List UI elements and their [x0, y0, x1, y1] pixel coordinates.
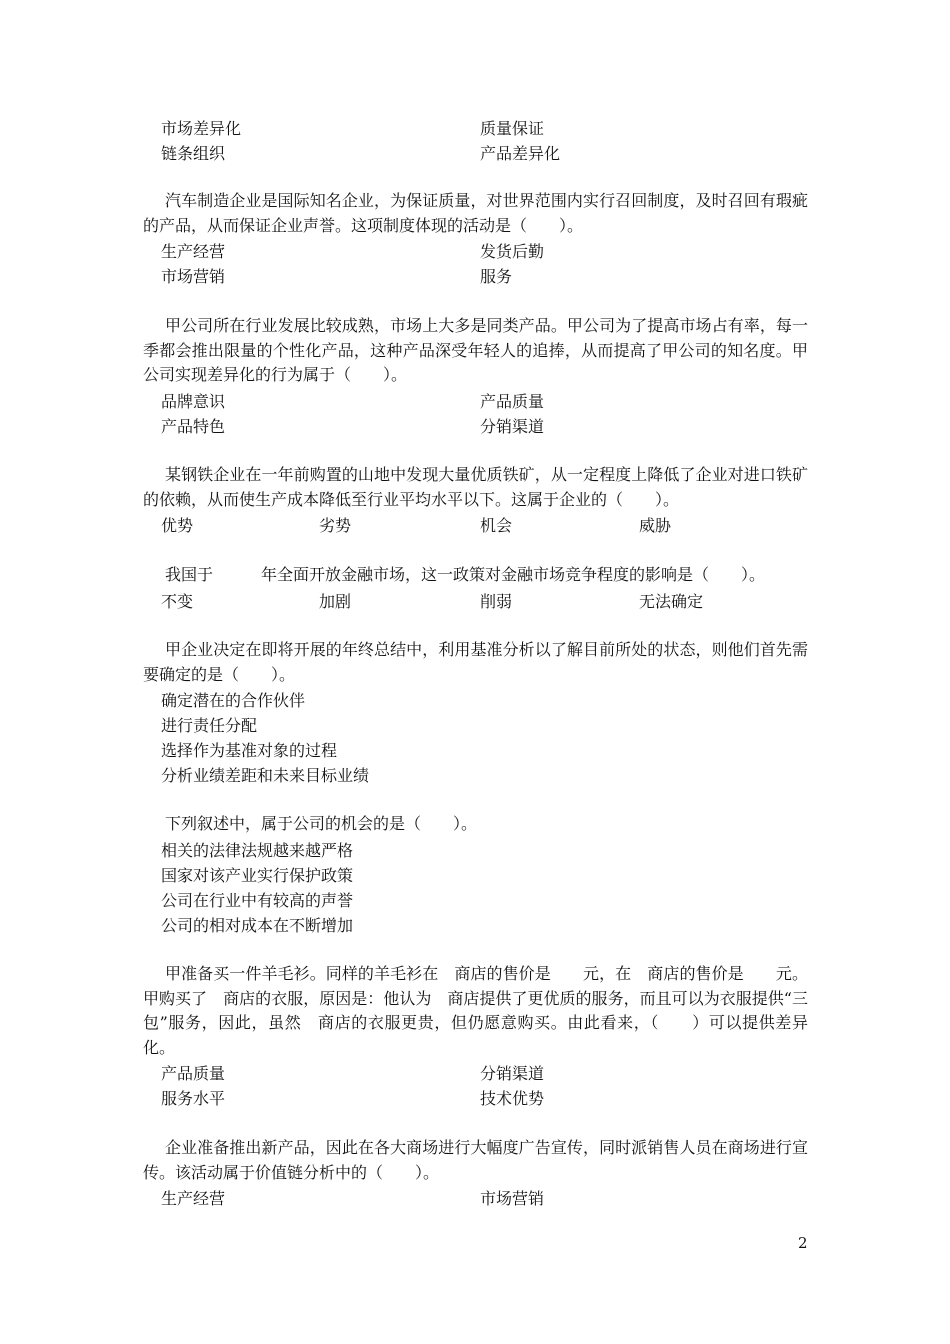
option-b: 市场营销 — [480, 1189, 545, 1208]
option-c: 机会 — [480, 516, 513, 535]
question-2 — [143, 314, 808, 439]
option-b: 进行责任分配 — [161, 716, 258, 735]
question-stem: 甲企业决定在即将开展的年终总结中，利用基准分析以了解目前所处的状态，则他们首先需要确定的是（ ）。 — [143, 640, 808, 684]
option-a: 不变 — [161, 591, 194, 611]
option-c: 链条组织 — [161, 144, 226, 163]
option-b: 质量保证 — [480, 119, 545, 138]
option-a: 品牌意识 — [161, 391, 226, 411]
question-5 — [143, 638, 808, 788]
question-6 — [143, 812, 808, 938]
question-stem: 甲准备买一件羊毛衫。同样的羊毛衫在 商店的售价是 元，在 商店的售价是 元。甲购买了 商店的衣服，原因是：他认为 商店提供了更优质的服务，而且可以为衣服提供“三包”服务，因此，虽然 商店的衣服更贵，但仍愿意购买。由此看来，（ ）可以提供差异化。 — [143, 964, 808, 1057]
option-c: 公司在行业中有较高的声誉 — [161, 890, 354, 910]
option-b: 加剧 — [319, 591, 352, 611]
option-b: 发货后勤 — [480, 242, 545, 261]
question-8 — [143, 1136, 808, 1211]
option-b: 分销渠道 — [480, 1064, 545, 1083]
option-b: 劣势 — [319, 516, 352, 535]
question-stem: 某钢铁企业在一年前购置的山地中发现大量优质铁矿，从一定程度上降低了企业对进口铁矿的依赖，从而使生产成本降低至行业平均水平以下。这属于企业的（ ）。 — [143, 465, 808, 509]
question-0-options — [143, 115, 808, 166]
option-d: 服务 — [480, 267, 513, 286]
option-a: 生产经营 — [161, 1189, 226, 1208]
option-d: 威胁 — [639, 516, 672, 535]
question-stem: 企业准备推出新产品，因此在各大商场进行大幅度广告宣传，同时派销售人员在商场进行宣传。该活动属于价值链分析中的（ ）。 — [143, 1138, 808, 1182]
option-c: 市场营销 — [161, 267, 226, 286]
option-a: 生产经营 — [161, 242, 226, 261]
option-d: 分析业绩差距和未来目标业绩 — [161, 766, 370, 785]
option-d: 产品差异化 — [480, 144, 561, 163]
option-d: 无法确定 — [639, 591, 704, 611]
question-stem: 甲公司所在行业发展比较成熟，市场上大多是同类产品。甲公司为了提高市场占有率，每一季都会推出限量的个性化产品，这种产品深受年轻人的追捧，从而提高了甲公司的知名度。甲公司实现差异化的行为属于（ ）。 — [143, 316, 808, 384]
option-c: 削弱 — [480, 591, 513, 611]
option-c: 选择作为基准对象的过程 — [161, 741, 338, 760]
question-stem: 我国于 年全面开放金融市场，这一政策对金融市场竞争程度的影响是（ ）。 — [165, 565, 766, 584]
question-stem: 汽车制造企业是国际知名企业，为保证质量，对世界范围内实行召回制度，及时召回有瑕疵的产品，从而保证企业声誉。这项制度体现的活动是（ ）。 — [143, 191, 808, 235]
option-a: 相关的法律法规越来越严格 — [161, 840, 354, 860]
page-number: 2 — [798, 1234, 808, 1252]
option-c: 产品特色 — [161, 416, 226, 436]
question-7 — [143, 962, 808, 1111]
question-stem: 下列叙述中，属于公司的机会的是（ ）。 — [165, 814, 478, 833]
option-a: 确定潜在的合作伙伴 — [161, 691, 306, 710]
question-4 — [143, 563, 808, 614]
option-d: 技术优势 — [480, 1089, 545, 1108]
question-1 — [143, 189, 808, 289]
option-c: 服务水平 — [161, 1089, 226, 1108]
option-b: 产品质量 — [480, 391, 545, 411]
option-a: 产品质量 — [161, 1064, 226, 1083]
question-3 — [143, 463, 808, 538]
option-d: 分销渠道 — [480, 416, 545, 436]
option-a: 市场差异化 — [161, 119, 242, 138]
option-b: 国家对该产业实行保护政策 — [161, 865, 354, 885]
option-a: 优势 — [161, 516, 194, 535]
option-d: 公司的相对成本在不断增加 — [161, 915, 354, 935]
